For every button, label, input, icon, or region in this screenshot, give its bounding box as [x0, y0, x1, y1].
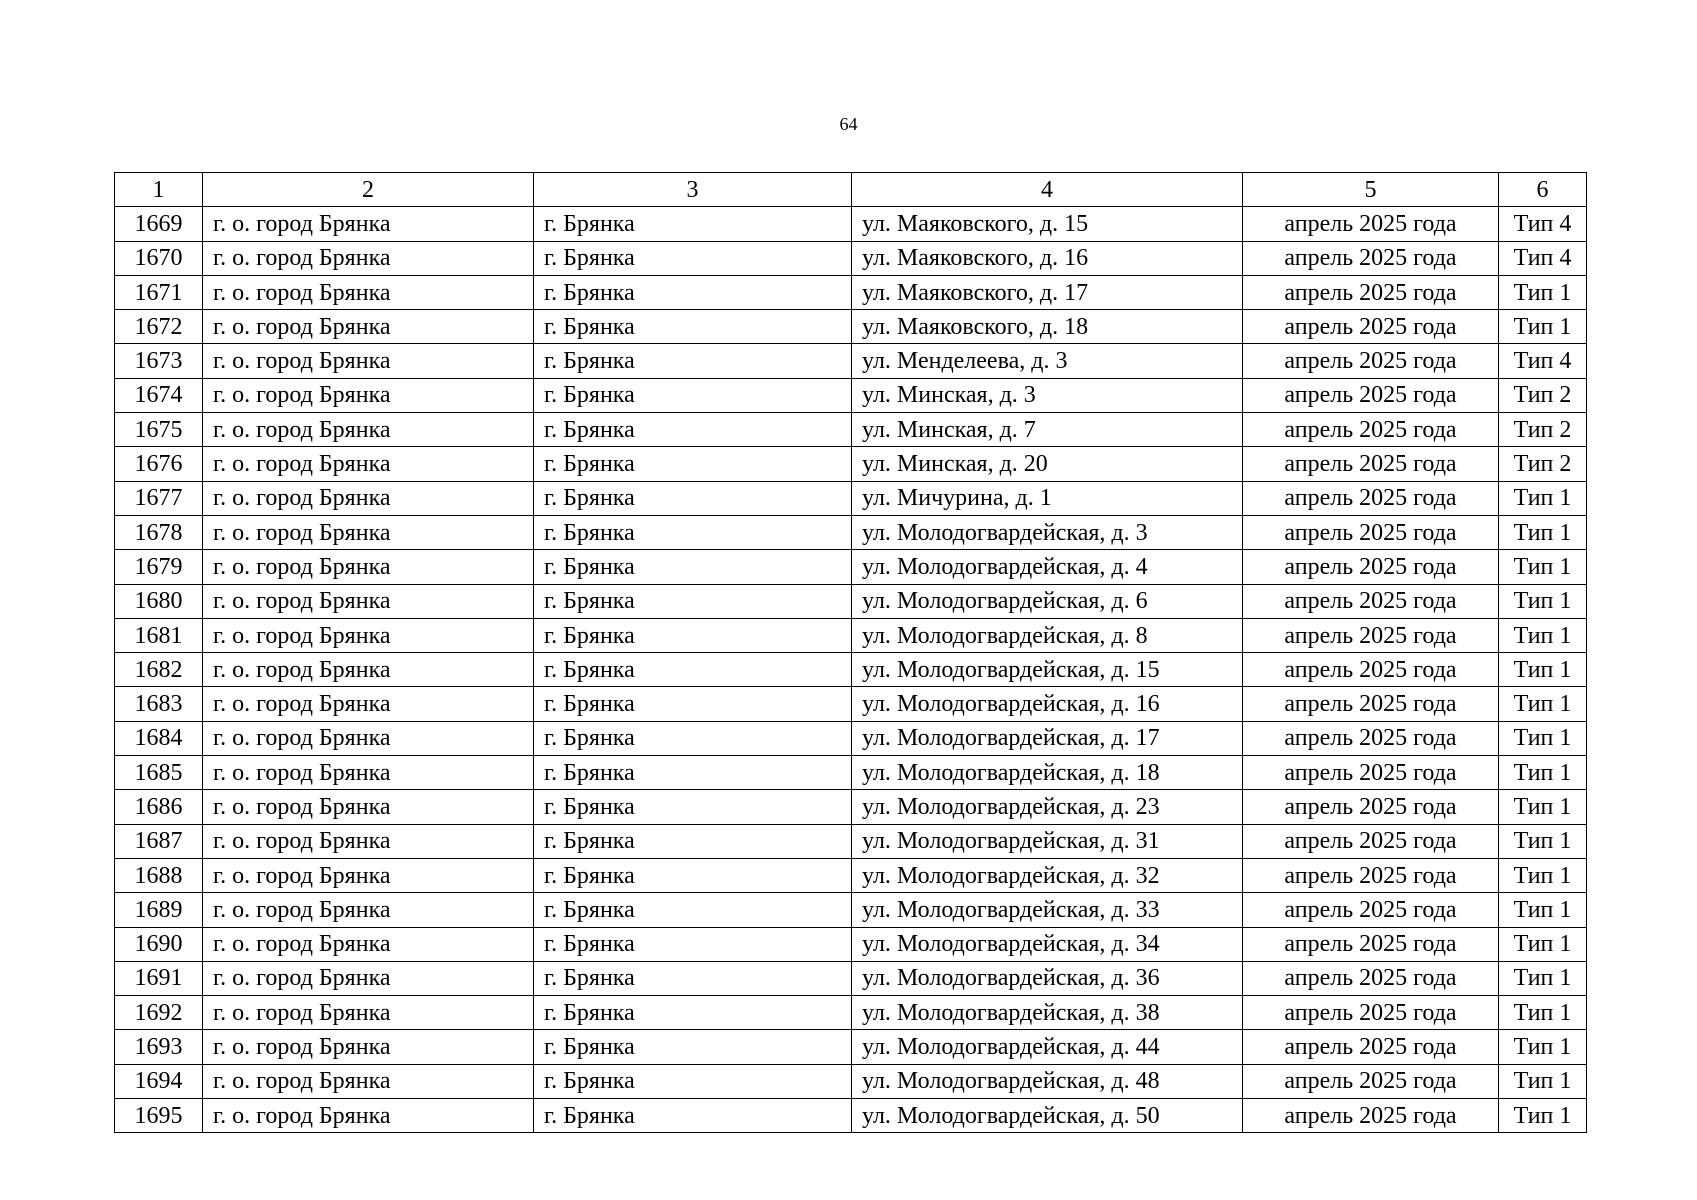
municipality-cell: г. о. город Брянка [203, 618, 534, 652]
address-cell: ул. Мичурина, д. 1 [852, 481, 1243, 515]
header-cell-5: 5 [1243, 173, 1499, 207]
table-row [115, 275, 1587, 309]
type-cell: Тип 1 [1499, 858, 1587, 892]
row-number-cell: 1674 [115, 378, 203, 412]
city-cell: г. Брянка [534, 1099, 852, 1133]
type-cell: Тип 4 [1499, 344, 1587, 378]
row-number-cell: 1680 [115, 584, 203, 618]
municipality-cell: г. о. город Брянка [203, 275, 534, 309]
row-number-cell: 1679 [115, 550, 203, 584]
type-cell: Тип 1 [1499, 515, 1587, 549]
address-cell: ул. Молодогвардейская, д. 31 [852, 824, 1243, 858]
date-cell: апрель 2025 года [1243, 927, 1499, 961]
municipality-cell: г. о. город Брянка [203, 481, 534, 515]
address-cell: ул. Менделеева, д. 3 [852, 344, 1243, 378]
municipality-cell: г. о. город Брянка [203, 893, 534, 927]
address-cell: ул. Молодогвардейская, д. 3 [852, 515, 1243, 549]
type-cell: Тип 1 [1499, 1030, 1587, 1064]
date-cell: апрель 2025 года [1243, 207, 1499, 241]
municipality-cell: г. о. город Брянка [203, 1030, 534, 1064]
type-cell: Тип 2 [1499, 413, 1587, 447]
row-number-cell: 1688 [115, 858, 203, 892]
table-row [115, 207, 1587, 241]
date-cell: апрель 2025 года [1243, 550, 1499, 584]
row-number-cell: 1686 [115, 790, 203, 824]
date-cell: апрель 2025 года [1243, 824, 1499, 858]
row-number-cell: 1672 [115, 310, 203, 344]
table-row [115, 550, 1587, 584]
municipality-cell: г. о. город Брянка [203, 653, 534, 687]
city-cell: г. Брянка [534, 858, 852, 892]
city-cell: г. Брянка [534, 447, 852, 481]
row-number-cell: 1671 [115, 275, 203, 309]
row-number-cell: 1673 [115, 344, 203, 378]
row-number-cell: 1689 [115, 893, 203, 927]
municipality-cell: г. о. город Брянка [203, 584, 534, 618]
date-cell: апрель 2025 года [1243, 756, 1499, 790]
municipality-cell: г. о. город Брянка [203, 927, 534, 961]
table-row [115, 447, 1587, 481]
address-cell: ул. Маяковского, д. 15 [852, 207, 1243, 241]
address-cell: ул. Минская, д. 3 [852, 378, 1243, 412]
date-cell: апрель 2025 года [1243, 275, 1499, 309]
address-cell: ул. Молодогвардейская, д. 48 [852, 1064, 1243, 1098]
municipality-cell: г. о. город Брянка [203, 961, 534, 995]
address-cell: ул. Молодогвардейская, д. 18 [852, 756, 1243, 790]
municipality-cell: г. о. город Брянка [203, 310, 534, 344]
municipality-cell: г. о. город Брянка [203, 858, 534, 892]
type-cell: Тип 1 [1499, 653, 1587, 687]
municipality-cell: г. о. город Брянка [203, 344, 534, 378]
address-cell: ул. Маяковского, д. 17 [852, 275, 1243, 309]
city-cell: г. Брянка [534, 275, 852, 309]
municipality-cell: г. о. город Брянка [203, 515, 534, 549]
table-body [115, 173, 1587, 1133]
row-number-cell: 1669 [115, 207, 203, 241]
row-number-cell: 1676 [115, 447, 203, 481]
city-cell: г. Брянка [534, 515, 852, 549]
municipality-cell: г. о. город Брянка [203, 790, 534, 824]
city-cell: г. Брянка [534, 584, 852, 618]
table-row [115, 344, 1587, 378]
type-cell: Тип 1 [1499, 996, 1587, 1030]
date-cell: апрель 2025 года [1243, 618, 1499, 652]
date-cell: апрель 2025 года [1243, 721, 1499, 755]
type-cell: Тип 1 [1499, 1099, 1587, 1133]
municipality-cell: г. о. город Брянка [203, 413, 534, 447]
type-cell: Тип 1 [1499, 927, 1587, 961]
date-cell: апрель 2025 года [1243, 687, 1499, 721]
type-cell: Тип 1 [1499, 310, 1587, 344]
city-cell: г. Брянка [534, 824, 852, 858]
date-cell: апрель 2025 года [1243, 1064, 1499, 1098]
municipality-cell: г. о. город Брянка [203, 550, 534, 584]
row-number-cell: 1684 [115, 721, 203, 755]
table-row [115, 378, 1587, 412]
type-cell: Тип 1 [1499, 550, 1587, 584]
city-cell: г. Брянка [534, 344, 852, 378]
table-row [115, 893, 1587, 927]
address-cell: ул. Молодогвардейская, д. 16 [852, 687, 1243, 721]
date-cell: апрель 2025 года [1243, 344, 1499, 378]
address-cell: ул. Молодогвардейская, д. 44 [852, 1030, 1243, 1064]
address-cell: ул. Минская, д. 20 [852, 447, 1243, 481]
type-cell: Тип 4 [1499, 241, 1587, 275]
address-cell: ул. Молодогвардейская, д. 33 [852, 893, 1243, 927]
table-row [115, 927, 1587, 961]
table-row [115, 1030, 1587, 1064]
city-cell: г. Брянка [534, 721, 852, 755]
row-number-cell: 1695 [115, 1099, 203, 1133]
type-cell: Тип 1 [1499, 721, 1587, 755]
table-row [115, 858, 1587, 892]
city-cell: г. Брянка [534, 207, 852, 241]
page-number: 64 [839, 114, 858, 134]
row-number-cell: 1678 [115, 515, 203, 549]
date-cell: апрель 2025 года [1243, 1099, 1499, 1133]
municipality-cell: г. о. город Брянка [203, 756, 534, 790]
table-row [115, 241, 1587, 275]
date-cell: апрель 2025 года [1243, 961, 1499, 995]
address-cell: ул. Молодогвардейская, д. 38 [852, 996, 1243, 1030]
type-cell: Тип 1 [1499, 893, 1587, 927]
header-cell-4: 4 [852, 173, 1243, 207]
date-cell: апрель 2025 года [1243, 584, 1499, 618]
city-cell: г. Брянка [534, 378, 852, 412]
city-cell: г. Брянка [534, 481, 852, 515]
city-cell: г. Брянка [534, 1064, 852, 1098]
address-cell: ул. Маяковского, д. 16 [852, 241, 1243, 275]
address-cell: ул. Молодогвардейская, д. 8 [852, 618, 1243, 652]
city-cell: г. Брянка [534, 996, 852, 1030]
header-cell-2: 2 [203, 173, 534, 207]
row-number-cell: 1685 [115, 756, 203, 790]
address-cell: ул. Молодогвардейская, д. 34 [852, 927, 1243, 961]
type-cell: Тип 1 [1499, 961, 1587, 995]
header-cell-1: 1 [115, 173, 203, 207]
row-number-cell: 1677 [115, 481, 203, 515]
date-cell: апрель 2025 года [1243, 413, 1499, 447]
city-cell: г. Брянка [534, 961, 852, 995]
type-cell: Тип 2 [1499, 378, 1587, 412]
table-row [115, 721, 1587, 755]
row-number-cell: 1691 [115, 961, 203, 995]
city-cell: г. Брянка [534, 413, 852, 447]
row-number-cell: 1675 [115, 413, 203, 447]
type-cell: Тип 1 [1499, 584, 1587, 618]
type-cell: Тип 1 [1499, 618, 1587, 652]
city-cell: г. Брянка [534, 653, 852, 687]
table-header-row [115, 173, 1587, 207]
table-row [115, 1099, 1587, 1133]
municipality-cell: г. о. город Брянка [203, 1064, 534, 1098]
municipality-cell: г. о. город Брянка [203, 378, 534, 412]
address-cell: ул. Молодогвардейская, д. 23 [852, 790, 1243, 824]
type-cell: Тип 4 [1499, 207, 1587, 241]
header-cell-3: 3 [534, 173, 852, 207]
city-cell: г. Брянка [534, 687, 852, 721]
table-row [115, 310, 1587, 344]
date-cell: апрель 2025 года [1243, 996, 1499, 1030]
type-cell: Тип 1 [1499, 756, 1587, 790]
city-cell: г. Брянка [534, 756, 852, 790]
date-cell: апрель 2025 года [1243, 481, 1499, 515]
city-cell: г. Брянка [534, 927, 852, 961]
table-row [115, 824, 1587, 858]
table-row [115, 618, 1587, 652]
municipality-cell: г. о. город Брянка [203, 996, 534, 1030]
date-cell: апрель 2025 года [1243, 515, 1499, 549]
table-row [115, 515, 1587, 549]
table-row [115, 961, 1587, 995]
type-cell: Тип 1 [1499, 1064, 1587, 1098]
table-row [115, 756, 1587, 790]
municipality-cell: г. о. город Брянка [203, 687, 534, 721]
table-row [115, 790, 1587, 824]
date-cell: апрель 2025 года [1243, 378, 1499, 412]
table-row [115, 996, 1587, 1030]
row-number-cell: 1683 [115, 687, 203, 721]
municipality-cell: г. о. город Брянка [203, 447, 534, 481]
address-cell: ул. Молодогвардейская, д. 15 [852, 653, 1243, 687]
municipality-cell: г. о. город Брянка [203, 207, 534, 241]
date-cell: апрель 2025 года [1243, 310, 1499, 344]
row-number-cell: 1693 [115, 1030, 203, 1064]
address-cell: ул. Минская, д. 7 [852, 413, 1243, 447]
municipality-cell: г. о. город Брянка [203, 1099, 534, 1133]
city-cell: г. Брянка [534, 893, 852, 927]
data-table [114, 172, 1587, 1133]
type-cell: Тип 1 [1499, 481, 1587, 515]
date-cell: апрель 2025 года [1243, 893, 1499, 927]
date-cell: апрель 2025 года [1243, 1030, 1499, 1064]
type-cell: Тип 1 [1499, 687, 1587, 721]
table-row [115, 413, 1587, 447]
header-cell-6: 6 [1499, 173, 1587, 207]
row-number-cell: 1682 [115, 653, 203, 687]
row-number-cell: 1692 [115, 996, 203, 1030]
table-row [115, 653, 1587, 687]
type-cell: Тип 1 [1499, 790, 1587, 824]
city-cell: г. Брянка [534, 241, 852, 275]
date-cell: апрель 2025 года [1243, 858, 1499, 892]
table-row [115, 481, 1587, 515]
municipality-cell: г. о. город Брянка [203, 824, 534, 858]
type-cell: Тип 2 [1499, 447, 1587, 481]
city-cell: г. Брянка [534, 618, 852, 652]
date-cell: апрель 2025 года [1243, 653, 1499, 687]
city-cell: г. Брянка [534, 550, 852, 584]
city-cell: г. Брянка [534, 310, 852, 344]
city-cell: г. Брянка [534, 790, 852, 824]
table-row [115, 584, 1587, 618]
city-cell: г. Брянка [534, 1030, 852, 1064]
table-row [115, 687, 1587, 721]
row-number-cell: 1687 [115, 824, 203, 858]
table-row [115, 1064, 1587, 1098]
date-cell: апрель 2025 года [1243, 241, 1499, 275]
municipality-cell: г. о. город Брянка [203, 241, 534, 275]
address-cell: ул. Молодогвардейская, д. 17 [852, 721, 1243, 755]
type-cell: Тип 1 [1499, 275, 1587, 309]
address-cell: ул. Молодогвардейская, д. 50 [852, 1099, 1243, 1133]
date-cell: апрель 2025 года [1243, 790, 1499, 824]
address-cell: ул. Молодогвардейская, д. 32 [852, 858, 1243, 892]
address-cell: ул. Молодогвардейская, д. 6 [852, 584, 1243, 618]
date-cell: апрель 2025 года [1243, 447, 1499, 481]
address-cell: ул. Молодогвардейская, д. 4 [852, 550, 1243, 584]
row-number-cell: 1681 [115, 618, 203, 652]
row-number-cell: 1670 [115, 241, 203, 275]
row-number-cell: 1694 [115, 1064, 203, 1098]
address-cell: ул. Маяковского, д. 18 [852, 310, 1243, 344]
row-number-cell: 1690 [115, 927, 203, 961]
address-cell: ул. Молодогвардейская, д. 36 [852, 961, 1243, 995]
type-cell: Тип 1 [1499, 824, 1587, 858]
municipality-cell: г. о. город Брянка [203, 721, 534, 755]
